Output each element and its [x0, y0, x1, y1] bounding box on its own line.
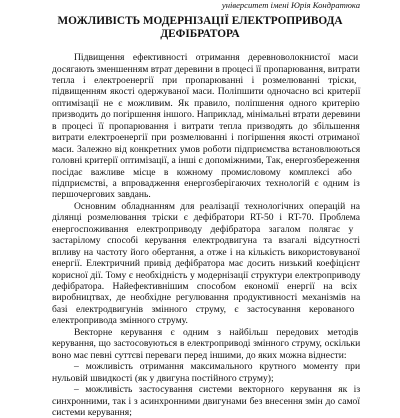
body-line: енергоспоживання електроприводу дефібратора загалом полягає у	[52, 223, 354, 235]
body-line: оптимізації не є можливим. Як правило, поліпшення одного критерію	[52, 97, 360, 109]
article-title-line-1: МОЖЛИВІСТЬ МОДЕРНІЗАЦІЇ ЕЛЕКТРОПРИВОДА	[57, 15, 343, 27]
body-line: електропривода змінного струму.	[52, 315, 188, 327]
body-line: керування, що застосовуються в електроприводі змінного струму, оскільки	[52, 338, 361, 350]
body-line: витрати електроенергії при розмелюванні і погіршення якості отриманої	[52, 132, 360, 144]
body-line: призводить до погіршення іншого. Наприклад, мінімальні втрати деревини	[52, 109, 361, 121]
body-line: корисної дії. Тому є необхідність у модернізації структури електроприводу	[52, 269, 361, 281]
body-line: – можливість отримання максимального крутного моменту при	[74, 361, 361, 373]
body-line: застарілому способі керування електродвигуна та взагалі відсутності	[52, 235, 361, 247]
article-title-line-2: ДЕФІБРАТОРА	[160, 28, 240, 40]
body-line: посідає важливе місце в кожному промисловому комплексі або	[52, 166, 352, 178]
author-affiliation: університет імені Юрія Кондратюка	[221, 0, 360, 10]
body-line: підприємстві, а впровадження енергозберігаючих технологій є одним із	[52, 177, 360, 189]
body-line: енергії. Електричний привід дефібратора має досить низький коефіцієнт	[52, 258, 360, 270]
body-line: системи керування;	[52, 406, 132, 418]
body-line: базі електродвигунів змінного струму, є застосування керованого	[52, 303, 355, 315]
body-line: Підвищення ефективності отримання деревноволокнистої маси	[74, 52, 359, 63]
body-line: головні критерії оптимізації, а інші є допоміжними, Так, енергозбереження	[52, 155, 360, 167]
body-line: досягають зменшенням втрат деревини в процесі її пропарювання, витрати	[52, 63, 360, 75]
body-line: Основним обладнанням для реалізації технологічних операцій на	[74, 200, 361, 212]
body-line: першочергових завдань.	[52, 189, 151, 201]
body-line: впливу на частоту його обертання, а отже і на кількість використовуваної	[52, 246, 361, 258]
body-line: маси. Залежно від конкретних умов роботи підприємства встановлюються	[52, 143, 361, 155]
body-line: Векторне керування є одним з найбільш передових методів	[74, 326, 359, 338]
body-line: дефібратора. Найефективнішим способом економії енергії на всіх	[52, 281, 358, 292]
body-line: підвищенням якості одержуваної маси. Поліпшити одночасно всі критерії	[52, 86, 361, 98]
body-line: тепла і електроенергії при пропарюванні і розмелюванні тріски,	[52, 74, 357, 86]
body-line: синхронними, так і з асинхронними двигунами без внесення змін до самої	[52, 395, 361, 407]
body-line: виробництвах, де необхідне регулювання продуктивності механізмів на	[52, 292, 361, 304]
body-line: нульовій швидкості (як у двигуна постійного струму);	[52, 372, 274, 384]
body-line: в процесі її пропарювання і витрати тепла призводять до збільшення	[52, 120, 360, 132]
body-line: – можливість застосування системи векторного керування як із	[74, 384, 361, 395]
body-line: воно має певні суттєві переваги перед іншими, до яких можна віднести:	[52, 349, 347, 361]
body-line: ділянці розмелювання тріски є дефібратори RT-50 і RT-70. Проблема	[52, 212, 361, 224]
